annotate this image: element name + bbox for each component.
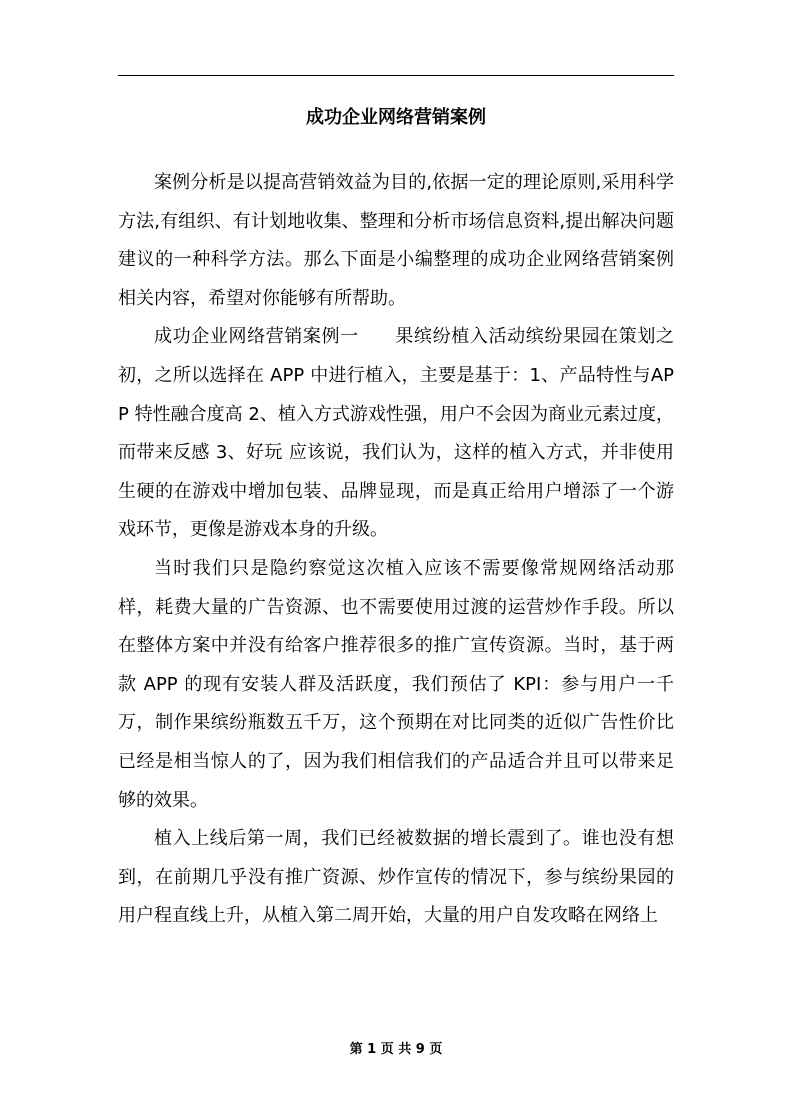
document-title: 成功企业网络营销案例: [306, 107, 486, 128]
kpi-paragraph: 当时我们只是隐约察觉这次植入应该不需要像常规网络活动那样，耗费大量的广告资源、也不需要使用过渡的运营炒作手段。所以在整体方案中并没有给客户推荐很多的推广宣传资源。当时，基于两款 APP 的现有安装人群及活跃度，我们预估了 KPI：参与用户一千万，制作果缤纷瓶数五千万，这个预期在对比同类的近似广告性价比已经是相当惊人的了，因为我们相信我们的产品适合并且可以带来足够的效果。: [118, 557, 674, 811]
footer-prefix: 第: [349, 1042, 363, 1057]
document-body: [118, 164, 674, 936]
case-one-text: 果缤纷植入活动缤纷果园在策划之初，之所以选择在 APP 中进行植入，主要是基于：1、产品特性与APP 特性融合度高 2、植入方式游戏性强，用户不会因为商业元素过度，而带来反感 3、好玩 应该说，我们认为，这样的植入方式，并非使用生硬的在游戏中增加包装、品牌显现，而是真正给用户增添了一个游戏环节，更像是游戏本身的升级。: [118, 326, 675, 541]
case-one-heading: 成功企业网络营销案例一: [154, 326, 359, 348]
current-page-number: 1: [367, 1042, 377, 1057]
header-rule: [118, 75, 674, 76]
page-footer: [118, 1040, 674, 1060]
total-pages-number: 9: [415, 1042, 425, 1057]
footer-mid: 页 共: [380, 1042, 412, 1057]
footer-suffix: 页: [429, 1042, 443, 1057]
results-paragraph: 植入上线后第一周，我们已经被数据的增长震到了。谁也没有想到，在前期几乎没有推广资源、炒作宣传的情况下，参与缤纷果园的用户程直线上升，从植入第二周开始，大量的用户自发攻略在网络上: [118, 828, 674, 927]
case-one-paragraph: [118, 318, 674, 550]
intro-paragraph: 案例分析是以提高营销效益为目的,依据一定的理论原则,采用科学方法,有组织、有计划地收集、整理和分析市场信息资料,提出解决问题建议的一种科学方法。那么下面是小编整理的成功企业网络营销案例相关内容，希望对你能够有所帮助。: [118, 172, 674, 309]
